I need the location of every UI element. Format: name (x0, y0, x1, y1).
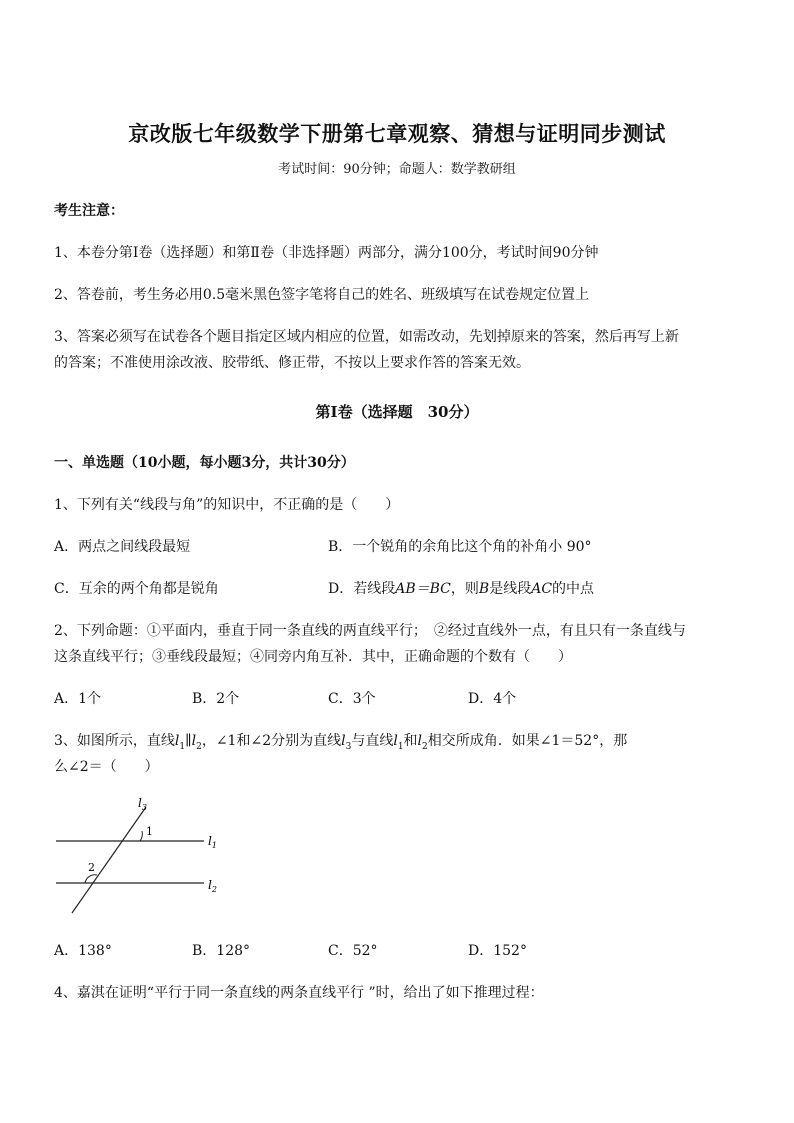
question-3-option-c: C．52° (328, 943, 378, 959)
question-2-option-c: C．3个 (328, 691, 376, 707)
question-3-stem-line-1: 3、如图所示，直线$l_1\parallel l_2$，∠1和∠2分别为直线$l_3$与直线$l_1$和$l_2$相交所成角．如果∠1＝52°，那 (54, 733, 628, 752)
notice-item-2: 2、答卷前，考生务必用0.5毫米黑色签字笔将自己的姓名、班级填写在试卷规定位置上 (54, 287, 590, 303)
notice-item-3-line-1: 3、答案必须写在试卷各个题目指定区域内相应的位置，如需改动，先划掉原来的答案，然后再写上新 (54, 329, 679, 345)
section-title: 第Ⅰ卷（选择题 30分） (315, 403, 479, 421)
figure-label-l3: $l_3$ (138, 796, 147, 812)
question-2-stem-line-1: 2、下列命题：①平面内，垂直于同一条直线的两直线平行； ②经过直线外一点，有且只有一条直线与 (54, 623, 686, 639)
question-2-option-d: D．4个 (468, 691, 517, 707)
notice-item-1: 1、本卷分第Ⅰ卷（选择题）和第Ⅱ卷（非选择题）两部分，满分100分，考试时间90分钟 (54, 245, 599, 261)
question-1-option-a: A．两点之间线段最短 (54, 539, 191, 555)
question-2-stem-line-2: 这条直线平行；③垂线段最短；④同旁内角互补．其中，正确命题的个数有（ ） (54, 649, 572, 665)
question-3-figure (50, 795, 230, 920)
question-1-option-c: C．互余的两个角都是锐角 (54, 581, 219, 597)
question-3-stem-line-2: 么∠2＝（ ） (54, 759, 159, 775)
figure-angle-2-label: 2 (88, 861, 95, 874)
question-2-option-b: B．2个 (192, 691, 240, 707)
figure-label-l2: $l_2$ (208, 878, 217, 894)
question-1-option-d: D．若线段AB＝BC，则B是线段AC的中点 (328, 581, 595, 597)
page-title: 京改版七年级数学下册第七章观察、猜想与证明同步测试 (128, 121, 666, 146)
figure-angle-1-label: 1 (146, 825, 153, 838)
notice-item-3-line-2: 的答案；不准使用涂改液、胶带纸、修正带，不按以上要求作答的答案无效。 (54, 355, 530, 371)
question-3-option-a: A．138° (54, 943, 112, 959)
exam-info: 考试时间：90分钟；命题人：数学教研组 (278, 162, 516, 177)
question-1-option-b: B．一个锐角的余角比这个角的补角小 90° (328, 539, 592, 555)
question-2-option-a: A．1个 (54, 691, 102, 707)
question-4-stem: 4、嘉淇在证明“平行于同一条直线的两条直线平行 ”时，给出了如下推理过程： (54, 985, 544, 1001)
angle-1-arc (140, 831, 142, 841)
question-1-stem: 1、下列有关“线段与角”的知识中，不正确的是（ ） (54, 497, 400, 513)
figure-label-l1: $l_1$ (208, 834, 217, 850)
question-3-option-d: D．152° (468, 943, 527, 959)
notice-heading: 考生注意： (54, 203, 124, 219)
part-heading: 一、单选题（10小题，每小题3分，共计30分） (54, 455, 355, 471)
line-l3 (72, 807, 146, 913)
question-3-option-b: B．128° (192, 943, 251, 959)
